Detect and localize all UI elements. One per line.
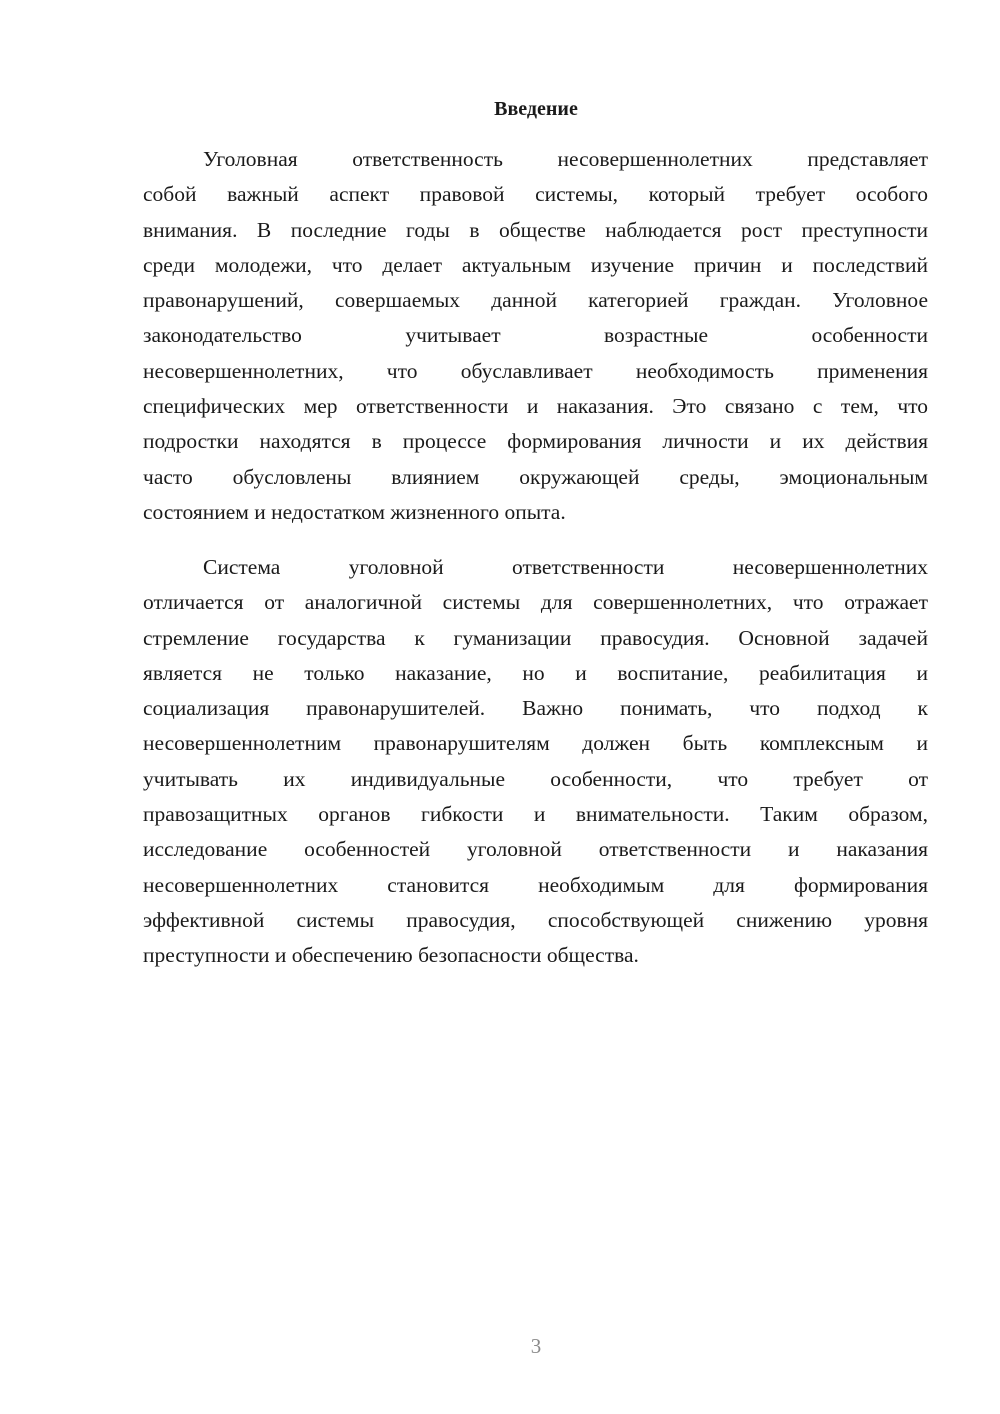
text-line: несовершеннолетних, что обуславливает необходимость применения: [143, 358, 928, 383]
text-line: специфических мер ответственности и наказания. Это связано с тем, что: [143, 394, 928, 419]
text-line: преступности и обеспечению безопасности общества.: [143, 943, 639, 968]
page-number: 3: [530, 1334, 542, 1358]
text-line: подростки находятся в процессе формирования личности и их действия: [143, 429, 928, 454]
text-line: Система уголовной ответственности несовершеннолетних: [203, 555, 928, 579]
text-line: среди молодежи, что делает актуальным изучение причин и последствий: [143, 252, 928, 277]
text-line: учитывать их индивидуальные особенности, что требует от: [143, 766, 928, 791]
text-line: часто обусловлены влиянием окружающей среды, эмоциональным: [143, 464, 928, 489]
paragraph-2: [143, 550, 928, 974]
text-line: эффективной системы правосудия, способствующей снижению уровня: [143, 907, 928, 932]
text-line: состоянием и недостатком жизненного опыта.: [143, 499, 566, 524]
text-line: Уголовная ответственность несовершеннолетних представляет: [203, 147, 928, 171]
text-line: законодательство учитывает возрастные особенности: [143, 323, 928, 348]
text-line: является не только наказание, но и воспитание, реабилитация и: [143, 660, 928, 685]
text-line: правонарушений, совершаемых данной категорией граждан. Уголовное: [143, 288, 928, 313]
text-line: собой важный аспект правовой системы, который требует особого: [143, 182, 928, 207]
text-line: исследование особенностей уголовной ответственности и наказания: [143, 837, 928, 862]
paragraph-1: [143, 142, 928, 530]
text-line: отличается от аналогичной системы для совершеннолетних, что отражает: [143, 590, 928, 615]
text-line: внимания. В последние годы в обществе наблюдается рост преступности: [143, 217, 928, 242]
section-title: Введение: [494, 98, 578, 120]
text-line: стремление государства к гуманизации правосудия. Основной задачей: [143, 625, 928, 650]
text-line: несовершеннолетним правонарушителям должен быть комплексным и: [143, 731, 928, 756]
text-line: социализация правонарушителей. Важно понимать, что подход к: [143, 696, 928, 721]
text-line: несовершеннолетних становится необходимым для формирования: [143, 872, 928, 897]
text-line: правозащитных органов гибкости и внимательности. Таким образом,: [143, 802, 928, 827]
